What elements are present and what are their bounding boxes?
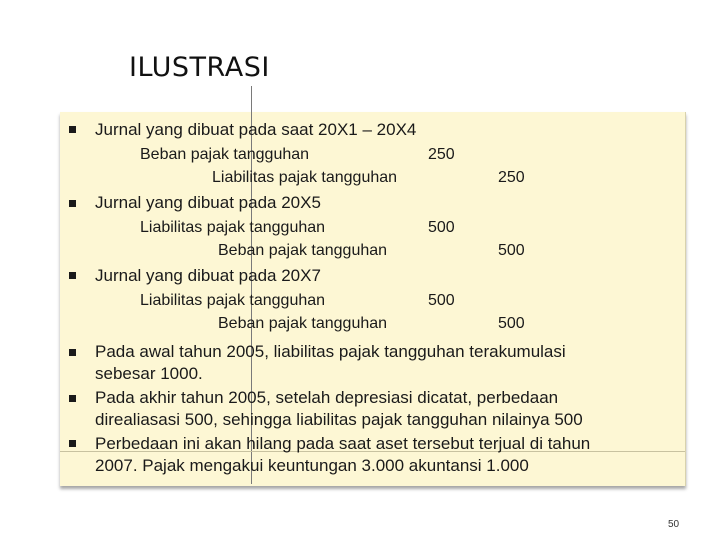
note-3-line-2: 2007. Pajak mengakui keuntungan 3.000 akuntansi 1.000 (95, 456, 529, 475)
bullet-icon (69, 126, 76, 133)
bullet-icon (69, 440, 76, 447)
journal-1-heading: Jurnal yang dibuat pada saat 20X1 – 20X4 (95, 120, 417, 139)
page-number: 50 (668, 519, 680, 530)
journal-1-debit-amount: 250 (428, 146, 455, 163)
note-1-line-1: Pada awal tahun 2005, liabilitas pajak tangguhan terakumulasi (95, 342, 566, 361)
bullet-icon (69, 395, 76, 402)
bullet-icon (69, 200, 76, 207)
journal-1-credit-amount: 250 (498, 169, 525, 186)
note-3-line-1: Perbedaan ini akan hilang pada saat aset tersebut terjual di tahun (95, 434, 591, 453)
bullet-icon (69, 272, 76, 279)
note-1-line-2: sebesar 1000. (95, 364, 203, 383)
journal-1-credit-account: Liabilitas pajak tangguhan (212, 169, 398, 186)
journal-3-debit-account: Liabilitas pajak tangguhan (140, 292, 326, 309)
journal-3-credit-amount: 500 (498, 315, 525, 332)
note-2-line-1: Pada akhir tahun 2005, setelah depresiasi dicatat, perbedaan (95, 388, 559, 407)
journal-2-debit-amount: 500 (428, 219, 455, 236)
journal-2-credit-account: Beban pajak tangguhan (218, 242, 388, 259)
journal-3-credit-account: Beban pajak tangguhan (218, 315, 388, 332)
journal-1-debit-account: Beban pajak tangguhan (140, 146, 310, 163)
slide-title: ILUSTRASI (129, 52, 270, 83)
journal-3-heading: Jurnal yang dibuat pada 20X7 (95, 266, 321, 285)
journal-2-heading: Jurnal yang dibuat pada 20X5 (95, 193, 321, 212)
journal-2-credit-amount: 500 (498, 242, 525, 259)
note-2-line-2: direaliasasi 500, sehingga liabilitas pajak tangguhan nilainya 500 (95, 410, 583, 429)
journal-3-debit-amount: 500 (428, 292, 455, 309)
bullet-icon (69, 349, 76, 356)
journal-2-debit-account: Liabilitas pajak tangguhan (140, 219, 326, 236)
